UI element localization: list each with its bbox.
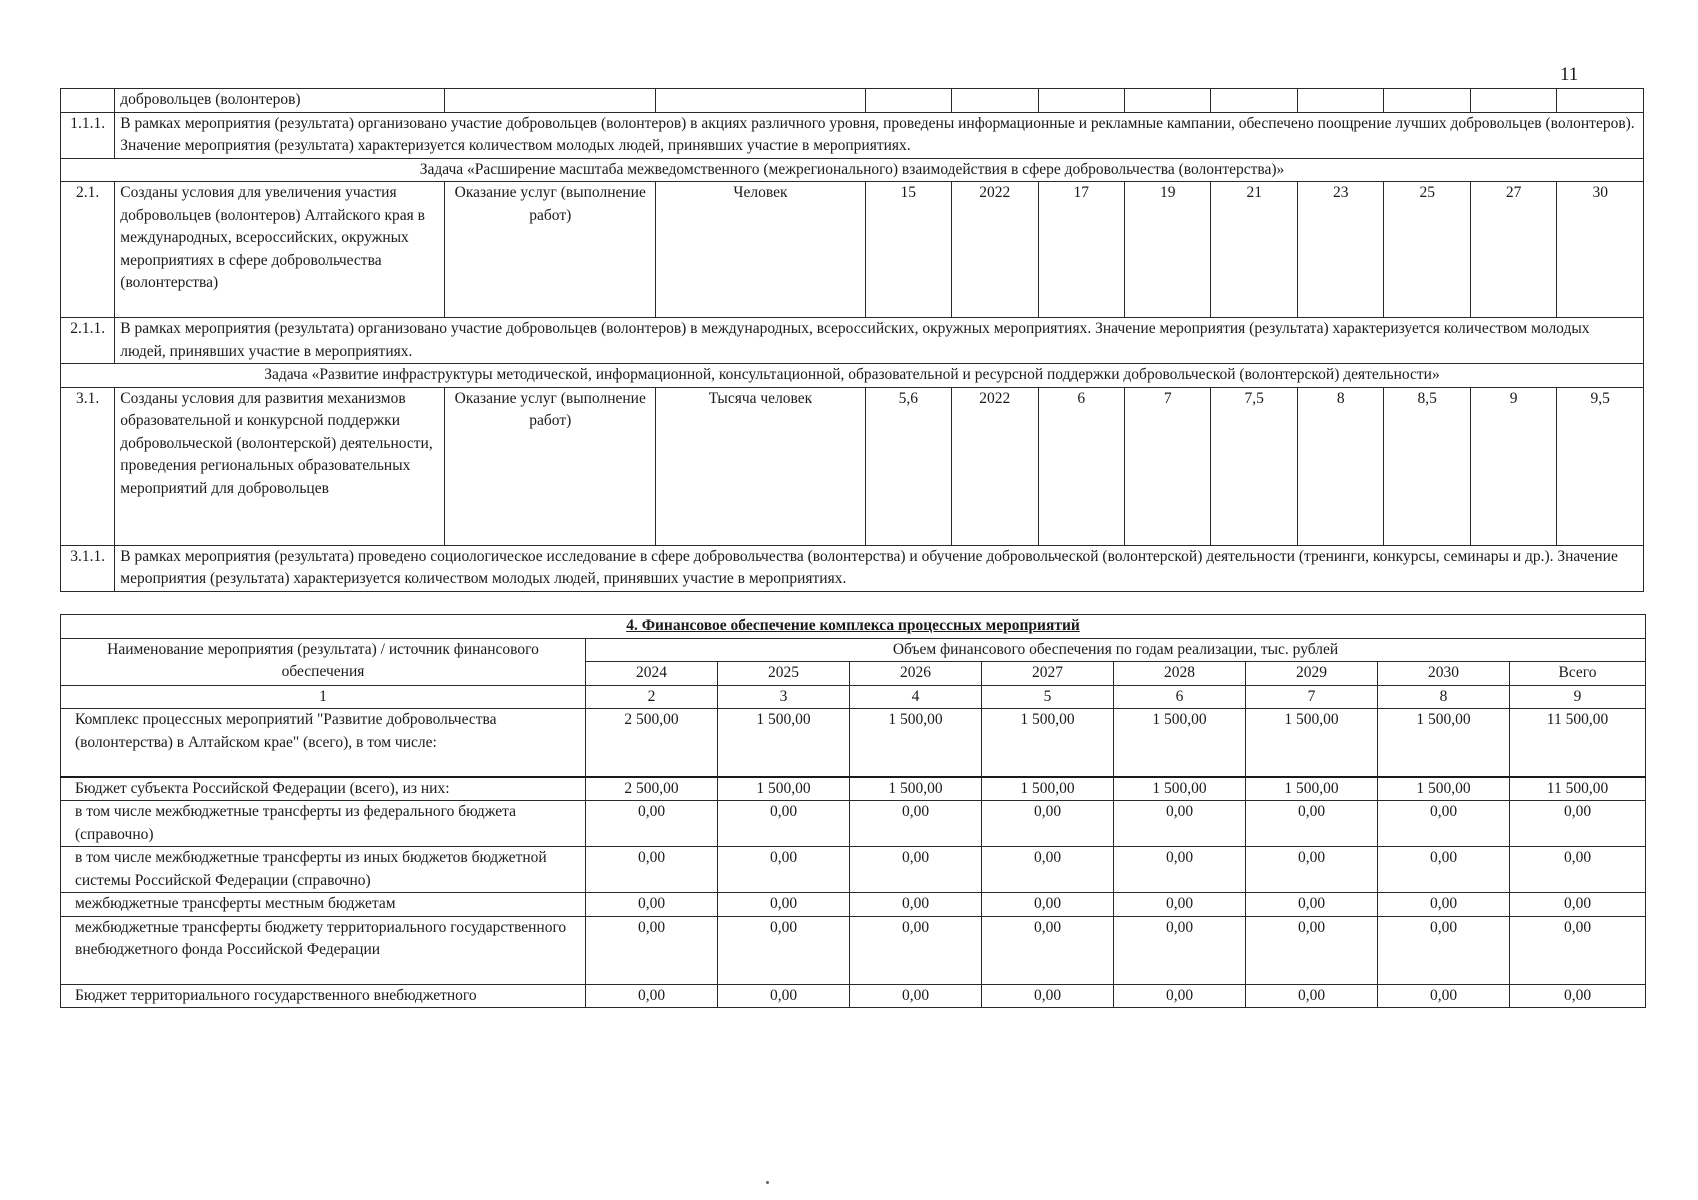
scan-speck bbox=[766, 1181, 769, 1184]
value-2030: 9,5 bbox=[1557, 387, 1644, 545]
result-description: В рамках мероприятия (результата) организовано участие добровольцев (волонтеров) в акциях различного уровня, проведены информационные и рекламные кампании, обеспечено поощрение лучших добровольцев (волонтеров). Значение мероприятия (результата) характеризуется количеством молодых людей, принявших участие в мероприятиях. bbox=[115, 112, 1644, 158]
amount-cell: 0,00 bbox=[1114, 916, 1246, 984]
year-header: 2025 bbox=[718, 662, 850, 686]
year-header: 2026 bbox=[850, 662, 982, 686]
year-header: 2030 bbox=[1378, 662, 1510, 686]
amount-cell: 0,00 bbox=[982, 984, 1114, 1008]
amount-cell: 1 500,00 bbox=[1378, 709, 1510, 777]
unit: Тысяча человек bbox=[656, 387, 865, 545]
value-2026: 21 bbox=[1211, 182, 1297, 318]
value-2025: 19 bbox=[1125, 182, 1211, 318]
amount-cell: 1 500,00 bbox=[1114, 777, 1246, 801]
amount-cell: 0,00 bbox=[850, 916, 982, 984]
value-2027: 23 bbox=[1297, 182, 1383, 318]
header-row bbox=[61, 638, 1646, 662]
row-label: в том числе межбюджетные трансферты из иных бюджетов бюджетной системы Российской Федерации (справочно) bbox=[61, 847, 586, 893]
table-row bbox=[61, 112, 1644, 158]
base-value: 15 bbox=[865, 182, 951, 318]
row-code: 2.1. bbox=[61, 182, 115, 318]
value-2030: 30 bbox=[1557, 182, 1644, 318]
amount-cell: 0,00 bbox=[718, 801, 850, 847]
amount-cell: 1 500,00 bbox=[850, 777, 982, 801]
amount-cell: 1 500,00 bbox=[1378, 777, 1510, 801]
column-number: 6 bbox=[1114, 685, 1246, 709]
value-2027: 8 bbox=[1297, 387, 1383, 545]
amount-cell: 0,00 bbox=[1378, 847, 1510, 893]
table-row bbox=[61, 387, 1644, 545]
amount-cell: 0,00 bbox=[1378, 984, 1510, 1008]
amount-cell: 1 500,00 bbox=[718, 709, 850, 777]
base-year: 2022 bbox=[952, 387, 1038, 545]
amount-cell: 0,00 bbox=[1378, 893, 1510, 917]
amount-cell: 0,00 bbox=[1246, 984, 1378, 1008]
amount-cell: 11 500,00 bbox=[1510, 709, 1646, 777]
result-description: В рамках мероприятия (результата) организовано участие добровольцев (волонтеров) в международных, всероссийских, окружных мероприятиях. Значение мероприятия (результата) характеризуется количеством молодых людей, принявших участие в мероприятиях. bbox=[115, 318, 1644, 364]
amount-cell: 11 500,00 bbox=[1510, 777, 1646, 801]
amount-cell: 0,00 bbox=[718, 847, 850, 893]
year-header: 2029 bbox=[1246, 662, 1378, 686]
amount-cell: 0,00 bbox=[718, 916, 850, 984]
results-table bbox=[60, 88, 1644, 592]
row-label: Бюджет субъекта Российской Федерации (всего), из них: bbox=[61, 777, 586, 801]
row-code bbox=[61, 89, 115, 113]
task-row bbox=[61, 364, 1644, 388]
amount-cell: 0,00 bbox=[586, 916, 718, 984]
amount-cell: 0,00 bbox=[850, 847, 982, 893]
column-number: 9 bbox=[1510, 685, 1646, 709]
amount-cell: 0,00 bbox=[718, 984, 850, 1008]
base-value: 5,6 bbox=[865, 387, 951, 545]
table-row bbox=[61, 916, 1646, 984]
row-code: 3.1. bbox=[61, 387, 115, 545]
table-row bbox=[61, 182, 1644, 318]
amount-cell: 1 500,00 bbox=[1246, 709, 1378, 777]
column-number: 5 bbox=[982, 685, 1114, 709]
row-label: межбюджетные трансферты местным бюджетам bbox=[61, 893, 586, 917]
row-code: 1.1.1. bbox=[61, 112, 115, 158]
amount-cell: 0,00 bbox=[1246, 801, 1378, 847]
result-name: Созданы условия для развития механизмов образовательной и конкурсной поддержки добровольческой (волонтерской) деятельности, проведения региональных образовательных мероприятий для добровольцев bbox=[115, 387, 445, 545]
amount-cell: 0,00 bbox=[586, 984, 718, 1008]
amount-cell: 0,00 bbox=[1510, 847, 1646, 893]
task-row bbox=[61, 158, 1644, 182]
amount-cell: 1 500,00 bbox=[1114, 709, 1246, 777]
amount-cell: 0,00 bbox=[1114, 801, 1246, 847]
base-year: 2022 bbox=[952, 182, 1038, 318]
column-number: 2 bbox=[586, 685, 718, 709]
amount-cell: 0,00 bbox=[586, 801, 718, 847]
amount-cell: 0,00 bbox=[1246, 847, 1378, 893]
amount-cell: 1 500,00 bbox=[718, 777, 850, 801]
value-2024: 17 bbox=[1038, 182, 1124, 318]
amount-cell: 1 500,00 bbox=[982, 709, 1114, 777]
section-title: 4. Финансовое обеспечение комплекса процессных мероприятий bbox=[61, 615, 1646, 639]
amount-cell: 1 500,00 bbox=[850, 709, 982, 777]
value-2029: 9 bbox=[1470, 387, 1556, 545]
value-2024: 6 bbox=[1038, 387, 1124, 545]
table-row bbox=[61, 89, 1644, 113]
amount-cell: 0,00 bbox=[850, 801, 982, 847]
table-row bbox=[61, 984, 1646, 1008]
year-header: 2027 bbox=[982, 662, 1114, 686]
unit: Человек bbox=[656, 182, 865, 318]
table-row bbox=[61, 893, 1646, 917]
amount-cell: 2 500,00 bbox=[586, 709, 718, 777]
row-label: Бюджет территориального государственного внебюджетного bbox=[61, 984, 586, 1008]
amount-cell: 2 500,00 bbox=[586, 777, 718, 801]
value-2028: 8,5 bbox=[1384, 387, 1470, 545]
amount-cell: 0,00 bbox=[1510, 801, 1646, 847]
amount-cell: 0,00 bbox=[982, 847, 1114, 893]
column-number: 7 bbox=[1246, 685, 1378, 709]
amount-cell: 0,00 bbox=[982, 893, 1114, 917]
value-2029: 27 bbox=[1470, 182, 1556, 318]
row-label: Комплекс процессных мероприятий "Развитие добровольчества (волонтерства) в Алтайском крае" (всего), в том числе: bbox=[61, 709, 586, 777]
row-label: межбюджетные трансферты бюджету территориального государственного внебюджетного фонда Российской Федерации bbox=[61, 916, 586, 984]
amount-cell: 0,00 bbox=[586, 847, 718, 893]
amount-cell: 0,00 bbox=[1114, 893, 1246, 917]
result-name: Созданы условия для увеличения участия добровольцев (волонтеров) Алтайского края в международных, всероссийских, окружных мероприятиях в сфере добровольчества (волонтерства) bbox=[115, 182, 445, 318]
amount-cell: 0,00 bbox=[1378, 801, 1510, 847]
amount-cell: 0,00 bbox=[718, 893, 850, 917]
table-row bbox=[61, 709, 1646, 777]
amount-cell: 0,00 bbox=[1510, 916, 1646, 984]
amount-cell: 0,00 bbox=[1510, 984, 1646, 1008]
table-title-row bbox=[61, 615, 1646, 639]
amount-cell: 0,00 bbox=[1114, 984, 1246, 1008]
amount-cell: 0,00 bbox=[1246, 916, 1378, 984]
year-header: 2028 bbox=[1114, 662, 1246, 686]
amount-cell: 0,00 bbox=[1378, 916, 1510, 984]
amount-cell: 0,00 bbox=[982, 801, 1114, 847]
column-header-name: Наименование мероприятия (результата) / источник финансового обеспечения bbox=[61, 638, 586, 685]
year-header: 2024 bbox=[586, 662, 718, 686]
column-number: 1 bbox=[61, 685, 586, 709]
table-row bbox=[61, 318, 1644, 364]
result-type: Оказание услуг (выполнение работ) bbox=[445, 182, 656, 318]
table-row bbox=[61, 847, 1646, 893]
amount-cell: 0,00 bbox=[586, 893, 718, 917]
value-2025: 7 bbox=[1125, 387, 1211, 545]
amount-cell: 1 500,00 bbox=[1246, 777, 1378, 801]
result-type: Оказание услуг (выполнение работ) bbox=[445, 387, 656, 545]
table-row bbox=[61, 545, 1644, 591]
task-heading: Задача «Развитие инфраструктуры методической, информационной, консультационной, образовательной и ресурсной поддержки добровольческой (волонтерской) деятельности» bbox=[61, 364, 1644, 388]
page-number: 11 bbox=[1560, 64, 1579, 85]
amount-cell: 0,00 bbox=[1510, 893, 1646, 917]
amount-cell: 0,00 bbox=[1114, 847, 1246, 893]
amount-cell: 0,00 bbox=[850, 984, 982, 1008]
amount-cell: 0,00 bbox=[850, 893, 982, 917]
value-2028: 25 bbox=[1384, 182, 1470, 318]
result-name: добровольцев (волонтеров) bbox=[115, 89, 445, 113]
amount-cell: 0,00 bbox=[1246, 893, 1378, 917]
column-number: 8 bbox=[1378, 685, 1510, 709]
table-row bbox=[61, 801, 1646, 847]
task-heading: Задача «Расширение масштаба межведомственного (межрегионального) взаимодействия в сфере добровольчества (волонтерства)» bbox=[61, 158, 1644, 182]
value-2026: 7,5 bbox=[1211, 387, 1297, 545]
row-label: в том числе межбюджетные трансферты из федерального бюджета (справочно) bbox=[61, 801, 586, 847]
column-number-row bbox=[61, 685, 1646, 709]
table-row bbox=[61, 777, 1646, 801]
column-number: 3 bbox=[718, 685, 850, 709]
row-code: 2.1.1. bbox=[61, 318, 115, 364]
amount-cell: 0,00 bbox=[982, 916, 1114, 984]
year-header: Всего bbox=[1510, 662, 1646, 686]
column-number: 4 bbox=[850, 685, 982, 709]
row-code: 3.1.1. bbox=[61, 545, 115, 591]
financing-table bbox=[60, 614, 1646, 1008]
result-description: В рамках мероприятия (результата) проведено социологическое исследование в сфере добровольчества (волонтерства) и обучение добровольческой (волонтерской) деятельности (тренинги, конкурсы, семинары и др.). Значение мероприятия (результата) характеризуется количеством молодых людей, принявших участие в мероприятиях. bbox=[115, 545, 1644, 591]
column-header-volume: Объем финансового обеспечения по годам реализации, тыс. рублей bbox=[586, 638, 1646, 662]
amount-cell: 1 500,00 bbox=[982, 777, 1114, 801]
